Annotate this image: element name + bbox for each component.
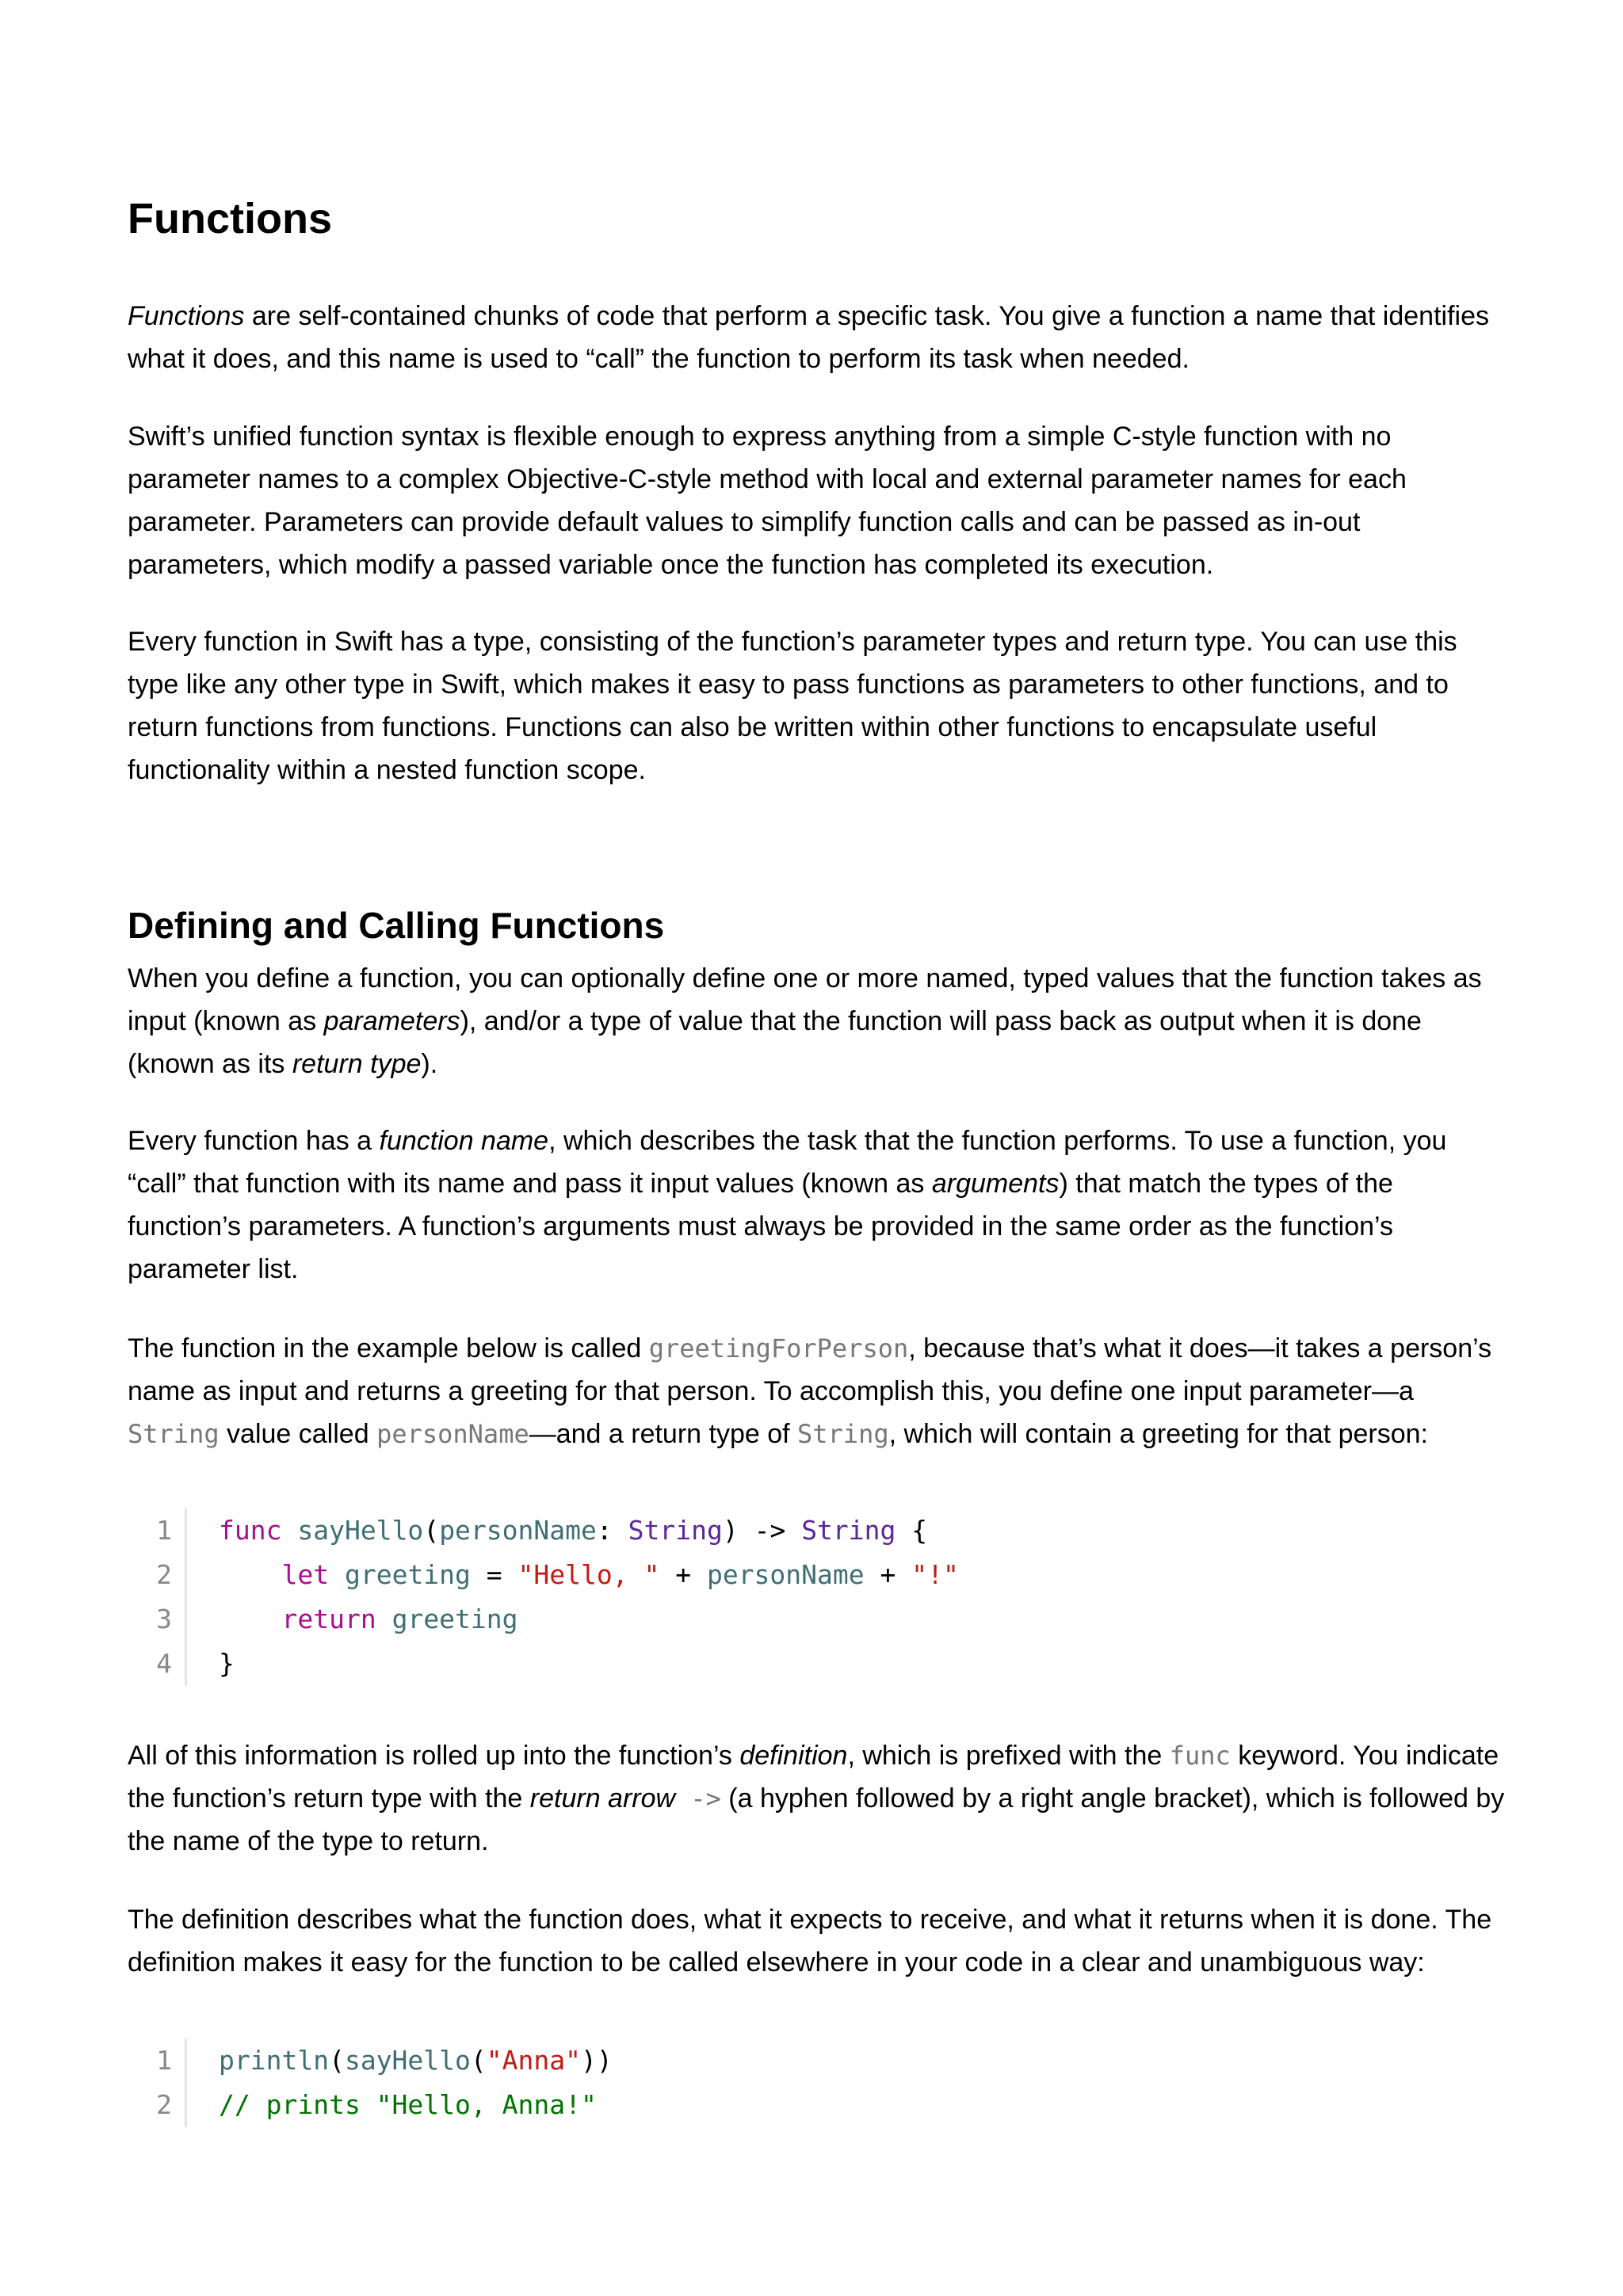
line-number: 4 (128, 1642, 187, 1686)
line-number: 3 (128, 1597, 187, 1642)
intro-paragraph-1: Functions are self-contained chunks of code that perform a specific task. You give a function a name that identifies what it does, and this name is used to “call” the function to perform its task when needed. (128, 301, 1489, 374)
section-paragraph-3: The function in the example below is called greetingForPerson, because that’s what it does—it takes a person’s name as input and returns a greeting for that person. To accomplish this, you define one input parameter—a String value called personName—and a return type of String, which will contain a greeting for that person: (128, 1333, 1492, 1449)
term-definition: definition (739, 1741, 848, 1771)
intro-paragraph-2: Swift’s unified function syntax is flexible enough to express anything from a simple C-style function with no parameter names to a complex Objective-C-style method with local and external parameter names for each parameter. Parameters can provide default values to simplify function calls and can be passed as in-out parameters, which modify a passed variable once the function has completed its execution. (128, 421, 1407, 580)
code-line: 1 func sayHello(personName: String) -> String { (128, 1508, 1507, 1553)
line-number: 2 (128, 2083, 187, 2127)
inline-code-greetingforperson: greetingForPerson (648, 1333, 909, 1363)
inline-code-string: String (128, 1419, 220, 1449)
section-paragraph-4: All of this information is rolled up into the function’s definition, which is prefixed with the func keyword. You indicate the function’s return type with the return arrow -> (a hyphen followed by a right angle bracket), which is followed by the name of the type to return. (128, 1741, 1505, 1856)
line-number: 1 (128, 2039, 187, 2083)
code-line: 3 return greeting (128, 1597, 1507, 1642)
intro-paragraph-3: Every function in Swift has a type, consisting of the function’s parameter types and return type. You can use this type like any other type in Swift, which makes it easy to pass functions as parameters to other functions, and to return functions from functions. Functions can also be written within other functions to encapsulate useful functionality within a nested function scope. (128, 627, 1457, 785)
code-line: 1 println(sayHello("Anna")) (128, 2039, 1507, 2083)
inline-code-func: func (1169, 1741, 1231, 1771)
inline-code-personname: personName (376, 1419, 529, 1449)
term-return-arrow: return arrow (529, 1783, 676, 1814)
term-parameters: parameters (323, 1006, 460, 1036)
inline-code-arrow: -> (675, 1783, 721, 1814)
section-paragraph-2: Every function has a function name, which describes the task that the function performs. To use a function, you “call” that function with its name and pass it input values (known as arguments) that match the types of the function’s parameters. A function’s arguments must always be provided in the same order as the function’s parameter list. (128, 1126, 1447, 1284)
term-function-name: function name (379, 1126, 549, 1156)
code-block-sayhello (128, 1508, 1507, 1686)
code-line: 2 // prints "Hello, Anna!" (128, 2083, 1507, 2127)
term-return-type: return type (292, 1049, 422, 1079)
line-number: 2 (128, 1553, 187, 1597)
section-paragraph-1: When you define a function, you can optionally define one or more named, typed values that the function takes as input (known as parameters), and/or a type of value that the function will pass back as output when it is done (known as its return type). (128, 963, 1482, 1079)
code-line: 2 let greeting = "Hello, " + personName + "!" (128, 1553, 1507, 1597)
code-line: 4 } (128, 1642, 1507, 1686)
section-paragraph-5: The definition describes what the function does, what it expects to receive, and what it returns when it is done. The definition makes it easy for the function to be called elsewhere in your code in a clear and unambiguous way: (128, 1905, 1492, 1978)
section-heading: Defining and Calling Functions (128, 905, 665, 946)
inline-code-string-2: String (797, 1419, 889, 1449)
page-title: Functions (128, 195, 332, 242)
line-number: 1 (128, 1508, 187, 1553)
term-functions: Functions (128, 301, 245, 331)
code-block-println (128, 2039, 1507, 2127)
term-arguments: arguments (931, 1169, 1060, 1199)
